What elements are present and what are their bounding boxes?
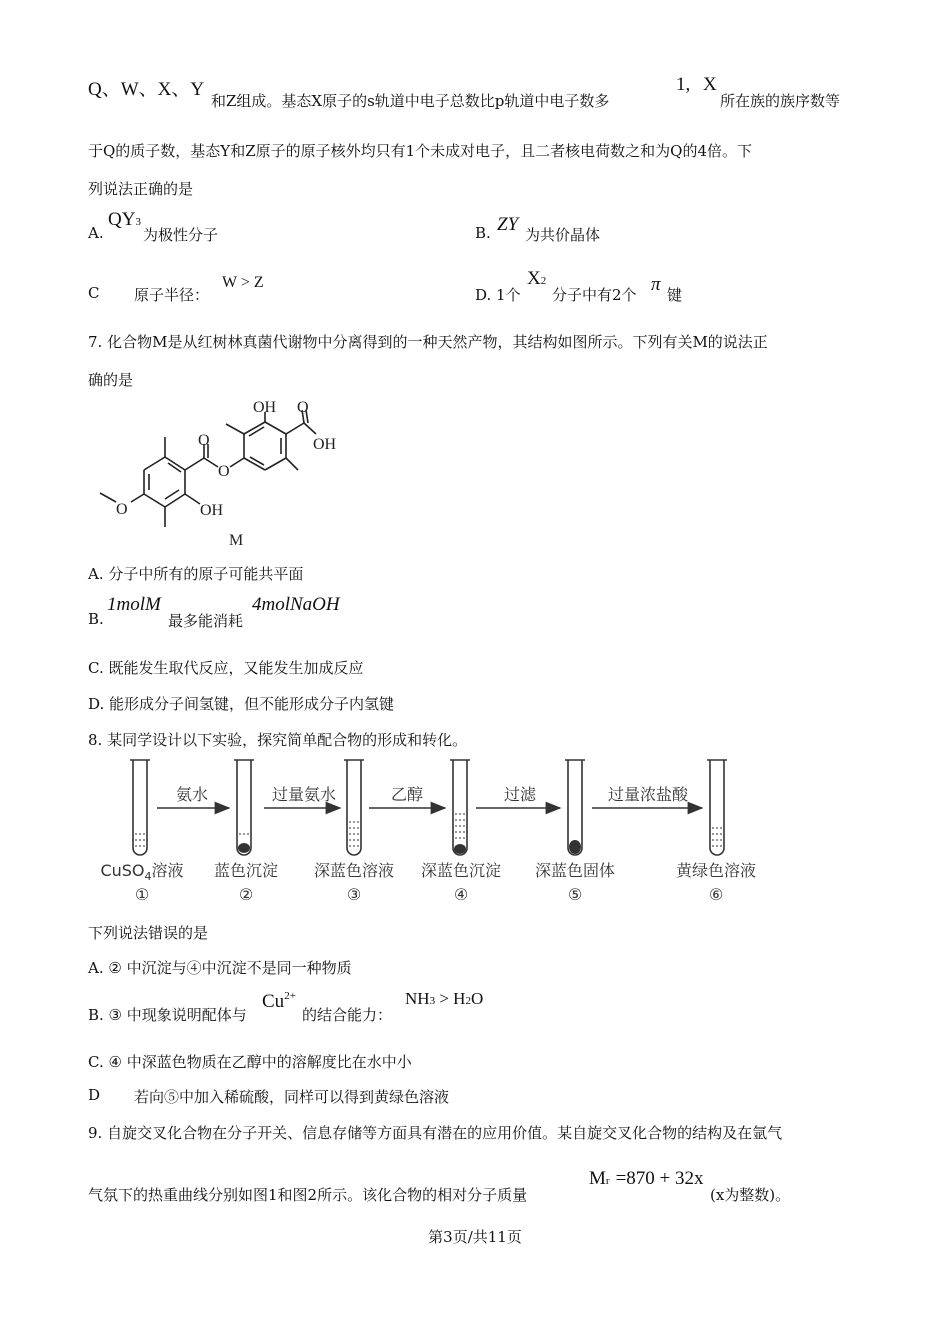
arrow-label-1: 氨水: [175, 785, 209, 804]
arrow-label-4: 过滤: [503, 785, 537, 804]
q6-line2: 于Q的质子数，基态Y和Z原子的原子核外均只有1个未成对电子，且二者核电荷数之和为Q的4倍。下: [88, 142, 753, 160]
q8-option-b-text1: B. ③ 中现象说明配体与: [88, 1006, 247, 1024]
q6-line1-x: X: [703, 74, 717, 95]
test-tube-2: [234, 760, 254, 855]
q6-option-a-formula: QY3: [108, 209, 141, 230]
tube-number-1: ①: [134, 885, 150, 904]
q8-stem: 8. 某同学设计以下实验，探究简单配合物的形成和转化。: [88, 731, 468, 749]
q8-option-b-cu: $Cu^{2+}$: [262, 990, 296, 1012]
arrow-label-3: 乙醇: [390, 785, 424, 804]
structure-o-methoxy: O: [116, 501, 128, 518]
tube-number-3: ③: [346, 885, 362, 904]
test-tube-3: [344, 760, 364, 855]
structure-oh-lower: OH: [200, 502, 224, 519]
q6-option-d-formula: X2: [527, 268, 547, 289]
tube-label-2: 蓝色沉淀: [213, 861, 279, 880]
test-tube-5: [565, 760, 585, 855]
q8-option-b-text2: 的结合能力：: [302, 1006, 393, 1024]
tube-number-6: ⑥: [708, 885, 724, 904]
tube-number-5: ⑤: [567, 885, 583, 904]
q7-option-b-label: B.: [88, 610, 104, 628]
page-footer: 第3页/共11页: [428, 1228, 522, 1246]
q6-option-a-label: A.: [88, 224, 104, 242]
structure-oh-acid: OH: [313, 436, 337, 453]
q7-option-b-formula2: 4molNaOH: [252, 594, 340, 615]
q6-option-b-text: 为共价晶体: [525, 226, 601, 244]
q6-option-b-label: B.: [475, 224, 491, 242]
q9-stem-line2: 气氛下的热重曲线分别如图1和图2所示。该化合物的相对分子质量: [88, 1186, 528, 1204]
test-tube-1: [130, 760, 150, 855]
structure-oh-top: OH: [253, 399, 277, 416]
q6-option-a-text: 为极性分子: [143, 226, 219, 244]
q6-option-c-text: 原子半径：: [134, 286, 210, 304]
q6-option-b-formula: ZY: [497, 214, 519, 235]
q8-option-b-formula: NH3 > H2O: [405, 989, 484, 1008]
tube-number-2: ②: [238, 885, 254, 904]
q6-option-c-formula: W > Z: [222, 274, 264, 291]
structure-label-m: M: [229, 532, 244, 549]
q6-line1-one: 1,: [676, 74, 691, 95]
q8-option-a: A. ② 中沉淀与④中沉淀不是同一种物质: [88, 959, 352, 977]
q6-option-d-text2: 键: [667, 286, 683, 304]
q7-option-b-text: 最多能消耗: [168, 612, 244, 630]
structure-o-ester-carbonyl: O: [198, 432, 210, 449]
arrow-label-5: 过量浓盐酸: [607, 785, 689, 804]
q6-elements: Q、W、X、Y: [88, 79, 205, 100]
q6-line1-tail: 所在族的族序数等: [720, 92, 841, 110]
q7-option-b-formula1: 1molM: [107, 594, 161, 615]
q7-option-d: D. 能形成分子间氢键，但不能形成分子内氢键: [88, 695, 395, 713]
q8-prompt: 下列说法错误的是: [88, 924, 209, 942]
q9-mr-formula: Mr =870 + 32x: [589, 1168, 704, 1189]
test-tube-6: [707, 760, 727, 855]
structure-o-carboxyl: O: [297, 399, 309, 416]
q6-option-d-label: D. 1个: [475, 286, 521, 304]
tube-label-4: 深蓝色沉淀: [420, 861, 502, 880]
test-tube-4: [450, 760, 470, 855]
q7-option-a: A. 分子中所有的原子可能共平面: [88, 565, 304, 583]
q6-option-d-text1: 分子中有2个: [552, 286, 637, 304]
q9-stem-line1: 9. 自旋交叉化合物在分子开关、信息存储等方面具有潜在的应用价值。某自旋交叉化合物的结构及在氩气: [88, 1124, 783, 1142]
tube-label-5: 深蓝色固体: [534, 861, 616, 880]
q7-stem-line2: 确的是: [88, 371, 134, 389]
q8-option-c: C. ④ 中深蓝色物质在乙醇中的溶解度比在水中小: [88, 1053, 412, 1071]
tube-label-1: CuSO$_4$溶液: [100, 861, 184, 883]
structure-o-ester: O: [218, 463, 230, 480]
compound-m-structure: [0, 390, 380, 555]
q6-line3: 列说法正确的是: [88, 180, 194, 198]
q8-option-d-text: 若向⑤中加入稀硫酸，同样可以得到黄绿色溶液: [134, 1088, 450, 1106]
q7-stem-line1: 7. 化合物M是从红树林真菌代谢物中分离得到的一种天然产物，其结构如图所示。下列有关M的说法正: [88, 333, 768, 351]
q7-option-c: C. 既能发生取代反应，又能发生加成反应: [88, 659, 364, 677]
tube-label-3: 深蓝色溶液: [313, 861, 395, 880]
arrow-label-2: 过量氨水: [271, 785, 337, 804]
experiment-flow-diagram: [0, 752, 950, 910]
q6-option-d-pi: π: [651, 274, 661, 295]
q6-line1-text: 和Z组成。基态X原子的s轨道中电子总数比p轨道中电子数多: [211, 92, 610, 110]
q9-stem-line2-tail: (x为整数)。: [710, 1186, 791, 1204]
q6-option-c-label: C: [88, 284, 100, 302]
tube-number-4: ④: [453, 885, 469, 904]
q8-option-d-label: D: [88, 1086, 101, 1104]
tube-label-6: 黄绿色溶液: [675, 861, 757, 880]
